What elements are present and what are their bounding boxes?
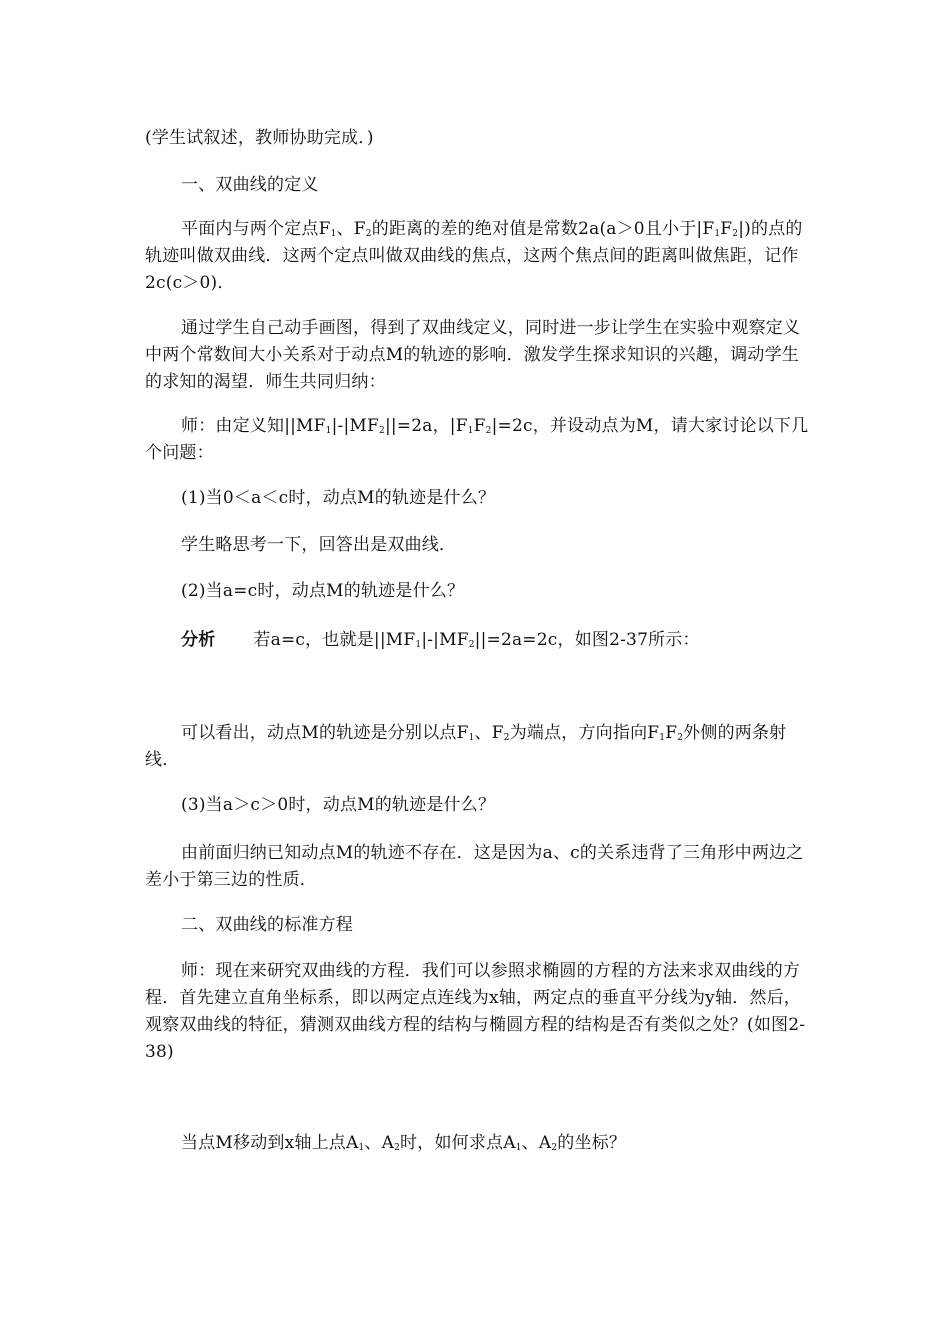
subscript: 1 <box>467 426 474 436</box>
paragraph-definition <box>145 216 813 297</box>
subscript: 2 <box>394 1143 401 1153</box>
text-run: 、A <box>364 1133 395 1153</box>
text-run: 为端点，方向指向F <box>509 723 660 743</box>
question-3 <box>145 792 813 819</box>
question-3-text: (3)当a＞c＞0时，动点M的轨迹是什么？ <box>181 795 496 815</box>
paragraph-equation <box>145 958 813 1066</box>
drawing-text: 通过学生自己动手画图，得到了双曲线定义，同时进一步让学生在实验中观察定义中两个常数间大小关系对于动点M的轨迹的影响．激发学生探求知识的兴趣，调动学生的求知的渴望．师生共同归纳： <box>145 318 801 392</box>
answer-1 <box>145 532 813 559</box>
text-run: |-|MF <box>421 630 469 650</box>
paragraph-teacher-definition <box>145 413 813 467</box>
text-run: |)的点的轨迹叫做双曲线．这两个定点叫做双曲线的焦点，这两个焦点间的距离叫做焦距，记作2c(c＞0)． <box>145 219 803 293</box>
text-run: ||=2a，|F <box>384 416 468 436</box>
text-run: 、F <box>336 219 366 239</box>
answer-3-text: 由前面归纳已知动点M的轨迹不存在．这是因为a、c的关系违背了三角形中两边之差小于第三边的性质． <box>145 843 804 890</box>
text-run: |-|MF <box>331 416 380 436</box>
subscript: 2 <box>503 733 510 743</box>
subscript: 2 <box>365 229 372 239</box>
text-run: 时，如何求点A <box>400 1133 516 1153</box>
answer-3 <box>145 840 813 894</box>
text-run: 、A <box>521 1133 552 1153</box>
subscript: 2 <box>379 426 385 436</box>
text-run: F <box>473 416 486 436</box>
subscript: 1 <box>468 733 475 743</box>
subscript: 1 <box>659 733 666 743</box>
heading-definition-text: 一、双曲线的定义 <box>181 175 319 195</box>
subscript: 1 <box>358 1143 365 1153</box>
subscript: 2 <box>468 640 475 650</box>
text-run: 若a=c，也就是||MF <box>253 630 416 650</box>
text-run: 平面内与两个定点F <box>181 219 331 239</box>
equation-text: 师：现在来研究双曲线的方程．我们可以参照求椭圆的方程的方法来求双曲线的方程．首先建立直角坐标系，即以两定点连线为x轴，两定点的垂直平分线为y轴．然后，观察双曲线的特征，猜测双曲线方程的结构与椭圆方程的结构是否有类似之处？(如图2-38) <box>145 961 806 1062</box>
text-run: 、F <box>474 723 504 743</box>
heading-standard-equation <box>145 912 813 939</box>
paragraph-rays <box>145 720 813 774</box>
subscript: 2 <box>677 733 684 743</box>
text-run: ||=2a=2c，如图2-37所示： <box>474 630 700 650</box>
intro-text: (学生试叙述，教师协助完成．) <box>145 128 374 148</box>
question-1-text: (1)当0＜a＜c时，动点M的轨迹是什么？ <box>181 488 496 508</box>
text-run: 当点M移动到x轴上点A <box>181 1133 359 1153</box>
subscript: 2 <box>732 229 739 239</box>
text-run: 的距离的差的绝对值是常数2a(a＞0且小于|F <box>371 219 715 239</box>
subscript: 1 <box>515 1143 522 1153</box>
analysis-label: 分析 <box>181 630 216 650</box>
subscript: 1 <box>325 426 332 436</box>
subscript: 2 <box>485 426 492 436</box>
paragraph-analysis <box>145 627 813 654</box>
subscript: 2 <box>551 1143 558 1153</box>
paragraph-drawing <box>145 315 813 396</box>
paragraph-vertices <box>145 1130 813 1157</box>
text-run: |=2c，并设动点为M，请大家讨论以下几个问题： <box>145 416 809 463</box>
text-run: 外侧的两条射线． <box>145 723 787 770</box>
text-run: 的坐标？ <box>557 1133 627 1153</box>
text-run: F <box>665 723 678 743</box>
paragraph-intro <box>145 125 813 152</box>
subscript: 1 <box>714 229 721 239</box>
text-run: 师：由定义知||MF <box>181 416 326 436</box>
text-run: 可以看出，动点M的轨迹是分别以点F <box>181 723 469 743</box>
subscript: 1 <box>330 229 337 239</box>
subscript: 1 <box>415 640 422 650</box>
question-1 <box>145 485 813 512</box>
heading-definition <box>145 172 813 199</box>
question-2-text: (2)当a=c时，动点M的轨迹是什么？ <box>181 581 465 601</box>
question-2 <box>145 578 813 605</box>
answer-1-text: 学生略思考一下，回答出是双曲线． <box>181 535 457 555</box>
heading-standard-equation-text: 二、双曲线的标准方程 <box>181 915 353 935</box>
text-run: F <box>720 219 733 239</box>
